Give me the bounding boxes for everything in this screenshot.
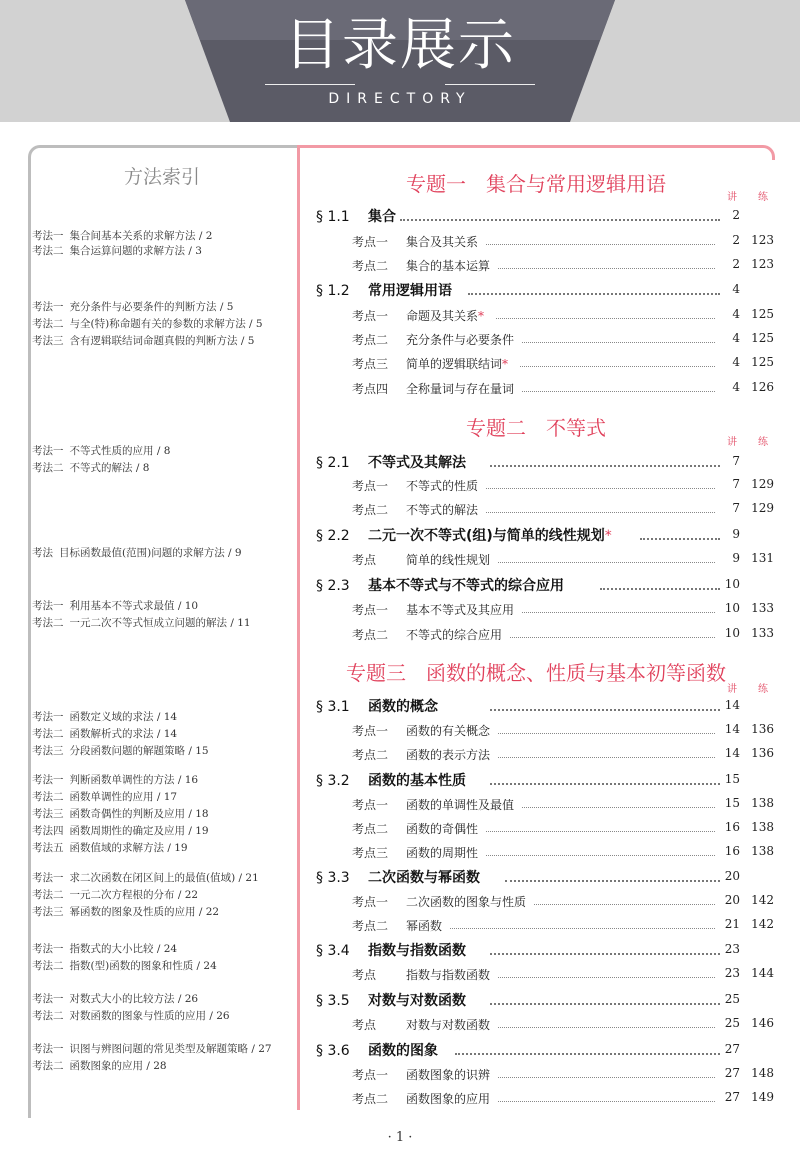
practice-page: 131 bbox=[751, 551, 774, 565]
method-item bbox=[32, 772, 198, 787]
point-label: 考点三 bbox=[352, 357, 389, 371]
method-text: 对数函数的图象与性质的应用 / 26 bbox=[69, 1010, 230, 1022]
practice-page: 126 bbox=[751, 380, 774, 394]
dot-leader bbox=[505, 879, 720, 882]
point-label: 考点一 bbox=[352, 895, 389, 909]
method-item bbox=[32, 958, 217, 973]
point-title: 幂函数 bbox=[406, 919, 443, 933]
practice-page: 125 bbox=[751, 331, 774, 345]
method-item bbox=[32, 806, 209, 821]
method-item bbox=[32, 726, 177, 741]
section-title: 函数的基本性质 bbox=[368, 773, 466, 789]
dot-leader bbox=[498, 1026, 715, 1028]
point-title: 函数的有关概念 bbox=[406, 724, 491, 738]
section-number: § 3.4 bbox=[316, 943, 350, 959]
method-text: 集合间基本关系的求解方法 / 2 bbox=[69, 230, 213, 242]
lecture-page: 4 bbox=[732, 380, 740, 394]
practice-page: 129 bbox=[751, 477, 774, 491]
dot-leader bbox=[498, 976, 715, 978]
dot-leader bbox=[510, 636, 715, 638]
section-page: 2 bbox=[732, 208, 740, 222]
topic-point-entry[interactable] bbox=[352, 1090, 490, 1107]
lecture-column-label: 讲 bbox=[727, 684, 737, 695]
method-item bbox=[32, 823, 209, 838]
topic-point-entry[interactable] bbox=[352, 380, 514, 397]
topic-point-entry[interactable] bbox=[352, 746, 490, 763]
method-text: 求二次函数在闭区间上的最值(值域) / 21 bbox=[69, 872, 259, 884]
lecture-page: 9 bbox=[732, 551, 740, 565]
method-item bbox=[32, 904, 219, 919]
practice-page: 144 bbox=[751, 966, 774, 980]
method-tag: 考法二 bbox=[32, 728, 64, 740]
topic-point-entry[interactable] bbox=[352, 893, 526, 910]
topic-point-entry[interactable] bbox=[352, 257, 490, 274]
point-title: 简单的逻辑联结词 bbox=[406, 357, 503, 371]
lecture-column-label: 讲 bbox=[727, 437, 737, 448]
section-entry[interactable] bbox=[316, 452, 466, 472]
lecture-page: 21 bbox=[724, 917, 740, 931]
practice-page: 133 bbox=[751, 601, 774, 615]
method-text: 集合运算问题的求解方法 / 3 bbox=[69, 245, 202, 257]
lecture-page: 23 bbox=[724, 966, 740, 980]
method-text: 一元二次方程根的分布 / 22 bbox=[69, 889, 199, 901]
topic-point-entry[interactable] bbox=[352, 722, 490, 739]
section-entry[interactable] bbox=[316, 206, 396, 226]
section-title: 二元一次不等式(组)与简单的线性规划 bbox=[368, 528, 605, 544]
method-text: 不等式的解法 / 8 bbox=[69, 462, 150, 474]
dot-leader bbox=[450, 927, 715, 929]
method-item bbox=[32, 243, 202, 258]
method-item bbox=[32, 1058, 167, 1073]
star-mark: * bbox=[502, 357, 509, 371]
topic-point-entry[interactable] bbox=[352, 796, 514, 813]
banner-subtitle: DIRECTORY bbox=[328, 91, 472, 107]
toc-panel-border bbox=[300, 145, 775, 160]
point-title: 函数的表示方法 bbox=[406, 748, 491, 762]
dot-leader bbox=[490, 952, 720, 955]
method-text: 指数式的大小比较 / 24 bbox=[69, 943, 178, 955]
dot-leader bbox=[486, 511, 715, 513]
method-tag: 考法三 bbox=[32, 745, 64, 757]
method-item bbox=[32, 333, 254, 348]
point-title: 不等式的解法 bbox=[406, 503, 479, 517]
practice-page: 125 bbox=[751, 307, 774, 321]
lecture-page: 27 bbox=[724, 1090, 740, 1104]
method-tag: 考法一 bbox=[32, 301, 64, 313]
topic-point-entry[interactable] bbox=[352, 1016, 490, 1033]
lecture-page: 14 bbox=[724, 722, 740, 736]
method-item bbox=[32, 743, 209, 758]
method-tag: 考法三 bbox=[32, 906, 64, 918]
point-label: 考点一 bbox=[352, 235, 389, 249]
dot-leader bbox=[498, 1076, 715, 1078]
lecture-page: 4 bbox=[732, 331, 740, 345]
panel-divider bbox=[297, 145, 300, 1110]
practice-page: 138 bbox=[751, 796, 774, 810]
method-item bbox=[32, 991, 198, 1006]
dot-leader bbox=[498, 267, 715, 269]
point-label: 考点二 bbox=[352, 503, 389, 517]
lecture-page: 4 bbox=[732, 355, 740, 369]
section-entry[interactable] bbox=[316, 867, 480, 887]
practice-page: 136 bbox=[751, 722, 774, 736]
method-item bbox=[32, 840, 188, 855]
lecture-page: 7 bbox=[732, 477, 740, 491]
dot-leader bbox=[520, 365, 715, 367]
method-tag: 考法二 bbox=[32, 791, 64, 803]
section-title: 集合 bbox=[368, 209, 396, 225]
point-label: 考点四 bbox=[352, 382, 389, 396]
method-text: 与全(特)称命题有关的参数的求解方法 / 5 bbox=[69, 318, 263, 330]
point-label: 考点二 bbox=[352, 748, 389, 762]
section-page: 23 bbox=[724, 942, 740, 956]
dot-leader bbox=[498, 1100, 715, 1102]
method-tag: 考法五 bbox=[32, 842, 64, 854]
practice-column-label: 练 bbox=[758, 192, 768, 203]
method-tag: 考法一 bbox=[32, 445, 64, 457]
point-title: 集合及其关系 bbox=[406, 235, 479, 249]
practice-column-label: 练 bbox=[758, 684, 768, 695]
lecture-page: 20 bbox=[724, 893, 740, 907]
section-page: 7 bbox=[732, 454, 740, 468]
section-title: 对数与对数函数 bbox=[368, 993, 466, 1009]
section-page: 25 bbox=[724, 992, 740, 1006]
dot-leader bbox=[522, 341, 715, 343]
section-number: § 3.5 bbox=[316, 993, 350, 1009]
point-label: 考点一 bbox=[352, 1068, 389, 1082]
point-title: 函数的周期性 bbox=[406, 846, 479, 860]
lecture-page: 14 bbox=[724, 746, 740, 760]
method-text: 含有逻辑联结词命题真假的判断方法 / 5 bbox=[69, 335, 255, 347]
section-title: 常用逻辑用语 bbox=[368, 283, 452, 299]
point-label: 考点一 bbox=[352, 724, 389, 738]
method-text: 识图与辨图问题的常见类型及解题策略 / 27 bbox=[69, 1043, 272, 1055]
practice-page: 133 bbox=[751, 626, 774, 640]
method-text: 函数值域的求解方法 / 19 bbox=[69, 842, 188, 854]
lecture-page: 15 bbox=[724, 796, 740, 810]
lecture-page: 7 bbox=[732, 501, 740, 515]
lecture-page: 2 bbox=[732, 233, 740, 247]
dot-leader bbox=[400, 218, 720, 221]
point-title: 基本不等式及其应用 bbox=[406, 603, 515, 617]
topic-point-entry[interactable] bbox=[352, 477, 478, 494]
method-text: 函数定义域的求法 / 14 bbox=[69, 711, 178, 723]
method-tag: 考法一 bbox=[32, 872, 64, 884]
practice-page: 138 bbox=[751, 844, 774, 858]
page-number: · 1 · bbox=[387, 1130, 413, 1145]
method-tag: 考法 bbox=[32, 547, 53, 559]
point-label: 考点一 bbox=[352, 479, 389, 493]
point-label: 考点二 bbox=[352, 259, 389, 273]
dot-leader bbox=[486, 830, 715, 832]
section-entry[interactable] bbox=[316, 525, 612, 545]
section-entry[interactable] bbox=[316, 770, 466, 790]
lecture-page: 4 bbox=[732, 307, 740, 321]
banner-line-right bbox=[445, 84, 535, 85]
point-label: 考点二 bbox=[352, 822, 389, 836]
method-item bbox=[32, 887, 198, 902]
section-title: 函数的图象 bbox=[368, 1043, 438, 1059]
method-text: 函数单调性的应用 / 17 bbox=[69, 791, 178, 803]
point-title: 函数的单调性及最值 bbox=[406, 798, 515, 812]
section-page: 9 bbox=[732, 527, 740, 541]
method-text: 指数(型)函数的图象和性质 / 24 bbox=[69, 960, 217, 972]
method-text: 函数奇偶性的判断及应用 / 18 bbox=[69, 808, 209, 820]
method-item bbox=[32, 941, 177, 956]
dot-leader bbox=[486, 854, 715, 856]
practice-page: 125 bbox=[751, 355, 774, 369]
section-title: 函数的概念 bbox=[368, 699, 438, 715]
method-tag: 考法一 bbox=[32, 1043, 64, 1055]
topic-point-entry[interactable] bbox=[352, 844, 478, 861]
topic-point-entry[interactable] bbox=[352, 1066, 490, 1083]
section-entry[interactable] bbox=[316, 1040, 438, 1060]
section-number: § 3.2 bbox=[316, 773, 350, 789]
point-title: 不等式的综合应用 bbox=[406, 628, 503, 642]
point-title: 命题及其关系 bbox=[406, 309, 479, 323]
dot-leader bbox=[498, 756, 715, 758]
point-title: 对数与对数函数 bbox=[406, 1018, 491, 1032]
method-item bbox=[32, 545, 242, 560]
dot-leader bbox=[534, 903, 715, 905]
section-page: 10 bbox=[724, 577, 740, 591]
topic-title-2: 专题二 不等式 bbox=[466, 416, 606, 440]
topic-point-entry[interactable] bbox=[352, 601, 514, 618]
practice-page: 142 bbox=[751, 893, 774, 907]
point-title: 二次函数的图象与性质 bbox=[406, 895, 527, 909]
method-item bbox=[32, 460, 149, 475]
section-title: 指数与指数函数 bbox=[368, 943, 466, 959]
method-tag: 考法四 bbox=[32, 825, 64, 837]
practice-page: 146 bbox=[751, 1016, 774, 1030]
method-tag: 考法一 bbox=[32, 230, 64, 242]
practice-page: 123 bbox=[751, 233, 774, 247]
point-label: 考点一 bbox=[352, 309, 389, 323]
method-tag: 考法一 bbox=[32, 993, 64, 1005]
dot-leader bbox=[490, 464, 720, 467]
topic-point-entry[interactable] bbox=[352, 551, 490, 568]
lecture-page: 16 bbox=[724, 820, 740, 834]
lecture-page: 16 bbox=[724, 844, 740, 858]
point-title: 不等式的性质 bbox=[406, 479, 479, 493]
practice-column-label: 练 bbox=[758, 437, 768, 448]
lecture-page: 25 bbox=[724, 1016, 740, 1030]
dot-leader bbox=[486, 487, 715, 489]
method-text: 充分条件与必要条件的判断方法 / 5 bbox=[69, 301, 234, 313]
topic-point-entry[interactable] bbox=[352, 966, 490, 983]
point-title: 充分条件与必要条件 bbox=[406, 333, 515, 347]
lecture-page: 10 bbox=[724, 601, 740, 615]
section-page: 15 bbox=[724, 772, 740, 786]
method-item bbox=[32, 1008, 230, 1023]
point-label: 考点一 bbox=[352, 798, 389, 812]
dot-leader bbox=[498, 732, 715, 734]
method-text: 一元二次不等式恒成立问题的解法 / 11 bbox=[69, 617, 251, 629]
point-title: 函数图象的应用 bbox=[406, 1092, 491, 1106]
section-number: § 2.1 bbox=[316, 455, 350, 471]
point-label: 考点一 bbox=[352, 603, 389, 617]
method-tag: 考法二 bbox=[32, 960, 64, 972]
method-index-heading: 方法索引 bbox=[123, 166, 200, 188]
dot-leader bbox=[490, 708, 720, 711]
topic-point-entry[interactable] bbox=[352, 626, 502, 643]
method-text: 对数式大小的比较方法 / 26 bbox=[69, 993, 199, 1005]
topic-point-entry[interactable] bbox=[352, 355, 508, 372]
section-number: § 3.3 bbox=[316, 870, 350, 886]
lecture-column-label: 讲 bbox=[727, 192, 737, 203]
section-entry[interactable] bbox=[316, 280, 452, 300]
dot-leader bbox=[522, 806, 715, 808]
section-page: 27 bbox=[724, 1042, 740, 1056]
section-title: 基本不等式与不等式的综合应用 bbox=[368, 578, 564, 594]
method-tag: 考法一 bbox=[32, 943, 64, 955]
topic-point-entry[interactable] bbox=[352, 917, 442, 934]
method-item bbox=[32, 870, 259, 885]
point-title: 指数与指数函数 bbox=[406, 968, 491, 982]
method-item bbox=[32, 228, 212, 243]
point-label: 考点二 bbox=[352, 919, 389, 933]
method-item bbox=[32, 615, 251, 630]
practice-page: 129 bbox=[751, 501, 774, 515]
point-label: 考点二 bbox=[352, 333, 389, 347]
star-mark: * bbox=[604, 528, 612, 544]
method-text: 不等式性质的应用 / 8 bbox=[69, 445, 171, 457]
banner-title: 目录展示 bbox=[284, 13, 516, 78]
method-text: 幂函数的图象及性质的应用 / 22 bbox=[69, 906, 220, 918]
section-number: § 2.3 bbox=[316, 578, 350, 594]
section-number: § 2.2 bbox=[316, 528, 350, 544]
practice-page: 123 bbox=[751, 257, 774, 271]
section-page: 14 bbox=[724, 698, 740, 712]
method-text: 目标函数最值(范围)问题的求解方法 / 9 bbox=[59, 547, 242, 559]
method-tag: 考法二 bbox=[32, 462, 64, 474]
lecture-page: 10 bbox=[724, 626, 740, 640]
point-label: 考点 bbox=[352, 1018, 377, 1032]
method-tag: 考法二 bbox=[32, 1060, 64, 1072]
dot-leader bbox=[468, 292, 720, 295]
point-label: 考点二 bbox=[352, 1092, 389, 1106]
method-item bbox=[32, 789, 177, 804]
lecture-page: 27 bbox=[724, 1066, 740, 1080]
lecture-page: 2 bbox=[732, 257, 740, 271]
section-page: 20 bbox=[724, 869, 740, 883]
section-entry[interactable] bbox=[316, 575, 564, 595]
method-item bbox=[32, 299, 233, 314]
method-item bbox=[32, 1041, 272, 1056]
topic-point-entry[interactable] bbox=[352, 820, 478, 837]
section-number: § 3.6 bbox=[316, 1043, 350, 1059]
dot-leader bbox=[498, 561, 715, 563]
method-text: 函数周期性的确定及应用 / 19 bbox=[69, 825, 209, 837]
dot-leader bbox=[490, 782, 720, 785]
section-entry[interactable] bbox=[316, 940, 466, 960]
section-title: 二次函数与幂函数 bbox=[368, 870, 480, 886]
topic-point-entry[interactable] bbox=[352, 501, 478, 518]
method-tag: 考法一 bbox=[32, 600, 64, 612]
dot-leader bbox=[496, 317, 715, 319]
practice-page: 136 bbox=[751, 746, 774, 760]
point-title: 函数的奇偶性 bbox=[406, 822, 479, 836]
point-label: 考点 bbox=[352, 553, 377, 567]
point-title: 集合的基本运算 bbox=[406, 259, 491, 273]
topic-point-entry[interactable] bbox=[352, 307, 484, 324]
section-title: 不等式及其解法 bbox=[368, 455, 466, 471]
point-label: 考点二 bbox=[352, 628, 389, 642]
method-item bbox=[32, 598, 198, 613]
section-number: § 3.1 bbox=[316, 699, 350, 715]
method-item bbox=[32, 443, 170, 458]
dot-leader bbox=[522, 390, 715, 392]
point-title: 函数图象的识辨 bbox=[406, 1068, 491, 1082]
dot-leader bbox=[486, 243, 715, 245]
point-title: 简单的线性规划 bbox=[406, 553, 491, 567]
banner-line-left bbox=[265, 84, 355, 85]
method-tag: 考法三 bbox=[32, 335, 64, 347]
method-tag: 考法二 bbox=[32, 889, 64, 901]
practice-page: 142 bbox=[751, 917, 774, 931]
method-text: 判断函数单调性的方法 / 16 bbox=[69, 774, 199, 786]
section-number: § 1.1 bbox=[316, 209, 350, 225]
dot-leader bbox=[490, 1002, 720, 1005]
section-number: § 1.2 bbox=[316, 283, 350, 299]
method-text: 分段函数问题的解题策略 / 15 bbox=[69, 745, 209, 757]
section-entry[interactable] bbox=[316, 696, 438, 716]
method-item bbox=[32, 316, 263, 331]
method-tag: 考法二 bbox=[32, 617, 64, 629]
practice-page: 149 bbox=[751, 1090, 774, 1104]
practice-page: 138 bbox=[751, 820, 774, 834]
header-banner bbox=[0, 0, 800, 122]
method-tag: 考法一 bbox=[32, 774, 64, 786]
star-mark: * bbox=[478, 309, 485, 323]
topic-point-entry[interactable] bbox=[352, 233, 478, 250]
section-entry[interactable] bbox=[316, 990, 466, 1010]
point-label: 考点三 bbox=[352, 846, 389, 860]
topic-title-3: 专题三 函数的概念、性质与基本初等函数 bbox=[346, 661, 726, 685]
practice-page: 148 bbox=[751, 1066, 774, 1080]
dot-leader bbox=[522, 611, 715, 613]
method-tag: 考法二 bbox=[32, 1010, 64, 1022]
topic-title-1: 专题一 集合与常用逻辑用语 bbox=[406, 172, 666, 196]
method-tag: 考法三 bbox=[32, 808, 64, 820]
method-tag: 考法二 bbox=[32, 245, 64, 257]
dot-leader bbox=[455, 1052, 720, 1055]
point-label: 考点 bbox=[352, 968, 377, 982]
method-text: 函数解析式的求法 / 14 bbox=[69, 728, 178, 740]
method-tag: 考法二 bbox=[32, 318, 64, 330]
method-text: 利用基本不等式求最值 / 10 bbox=[69, 600, 199, 612]
point-title: 全称量词与存在量词 bbox=[406, 382, 515, 396]
method-item bbox=[32, 709, 177, 724]
method-tag: 考法一 bbox=[32, 711, 64, 723]
section-page: 4 bbox=[732, 282, 740, 296]
topic-point-entry[interactable] bbox=[352, 331, 514, 348]
method-text: 函数图象的应用 / 28 bbox=[69, 1060, 167, 1072]
